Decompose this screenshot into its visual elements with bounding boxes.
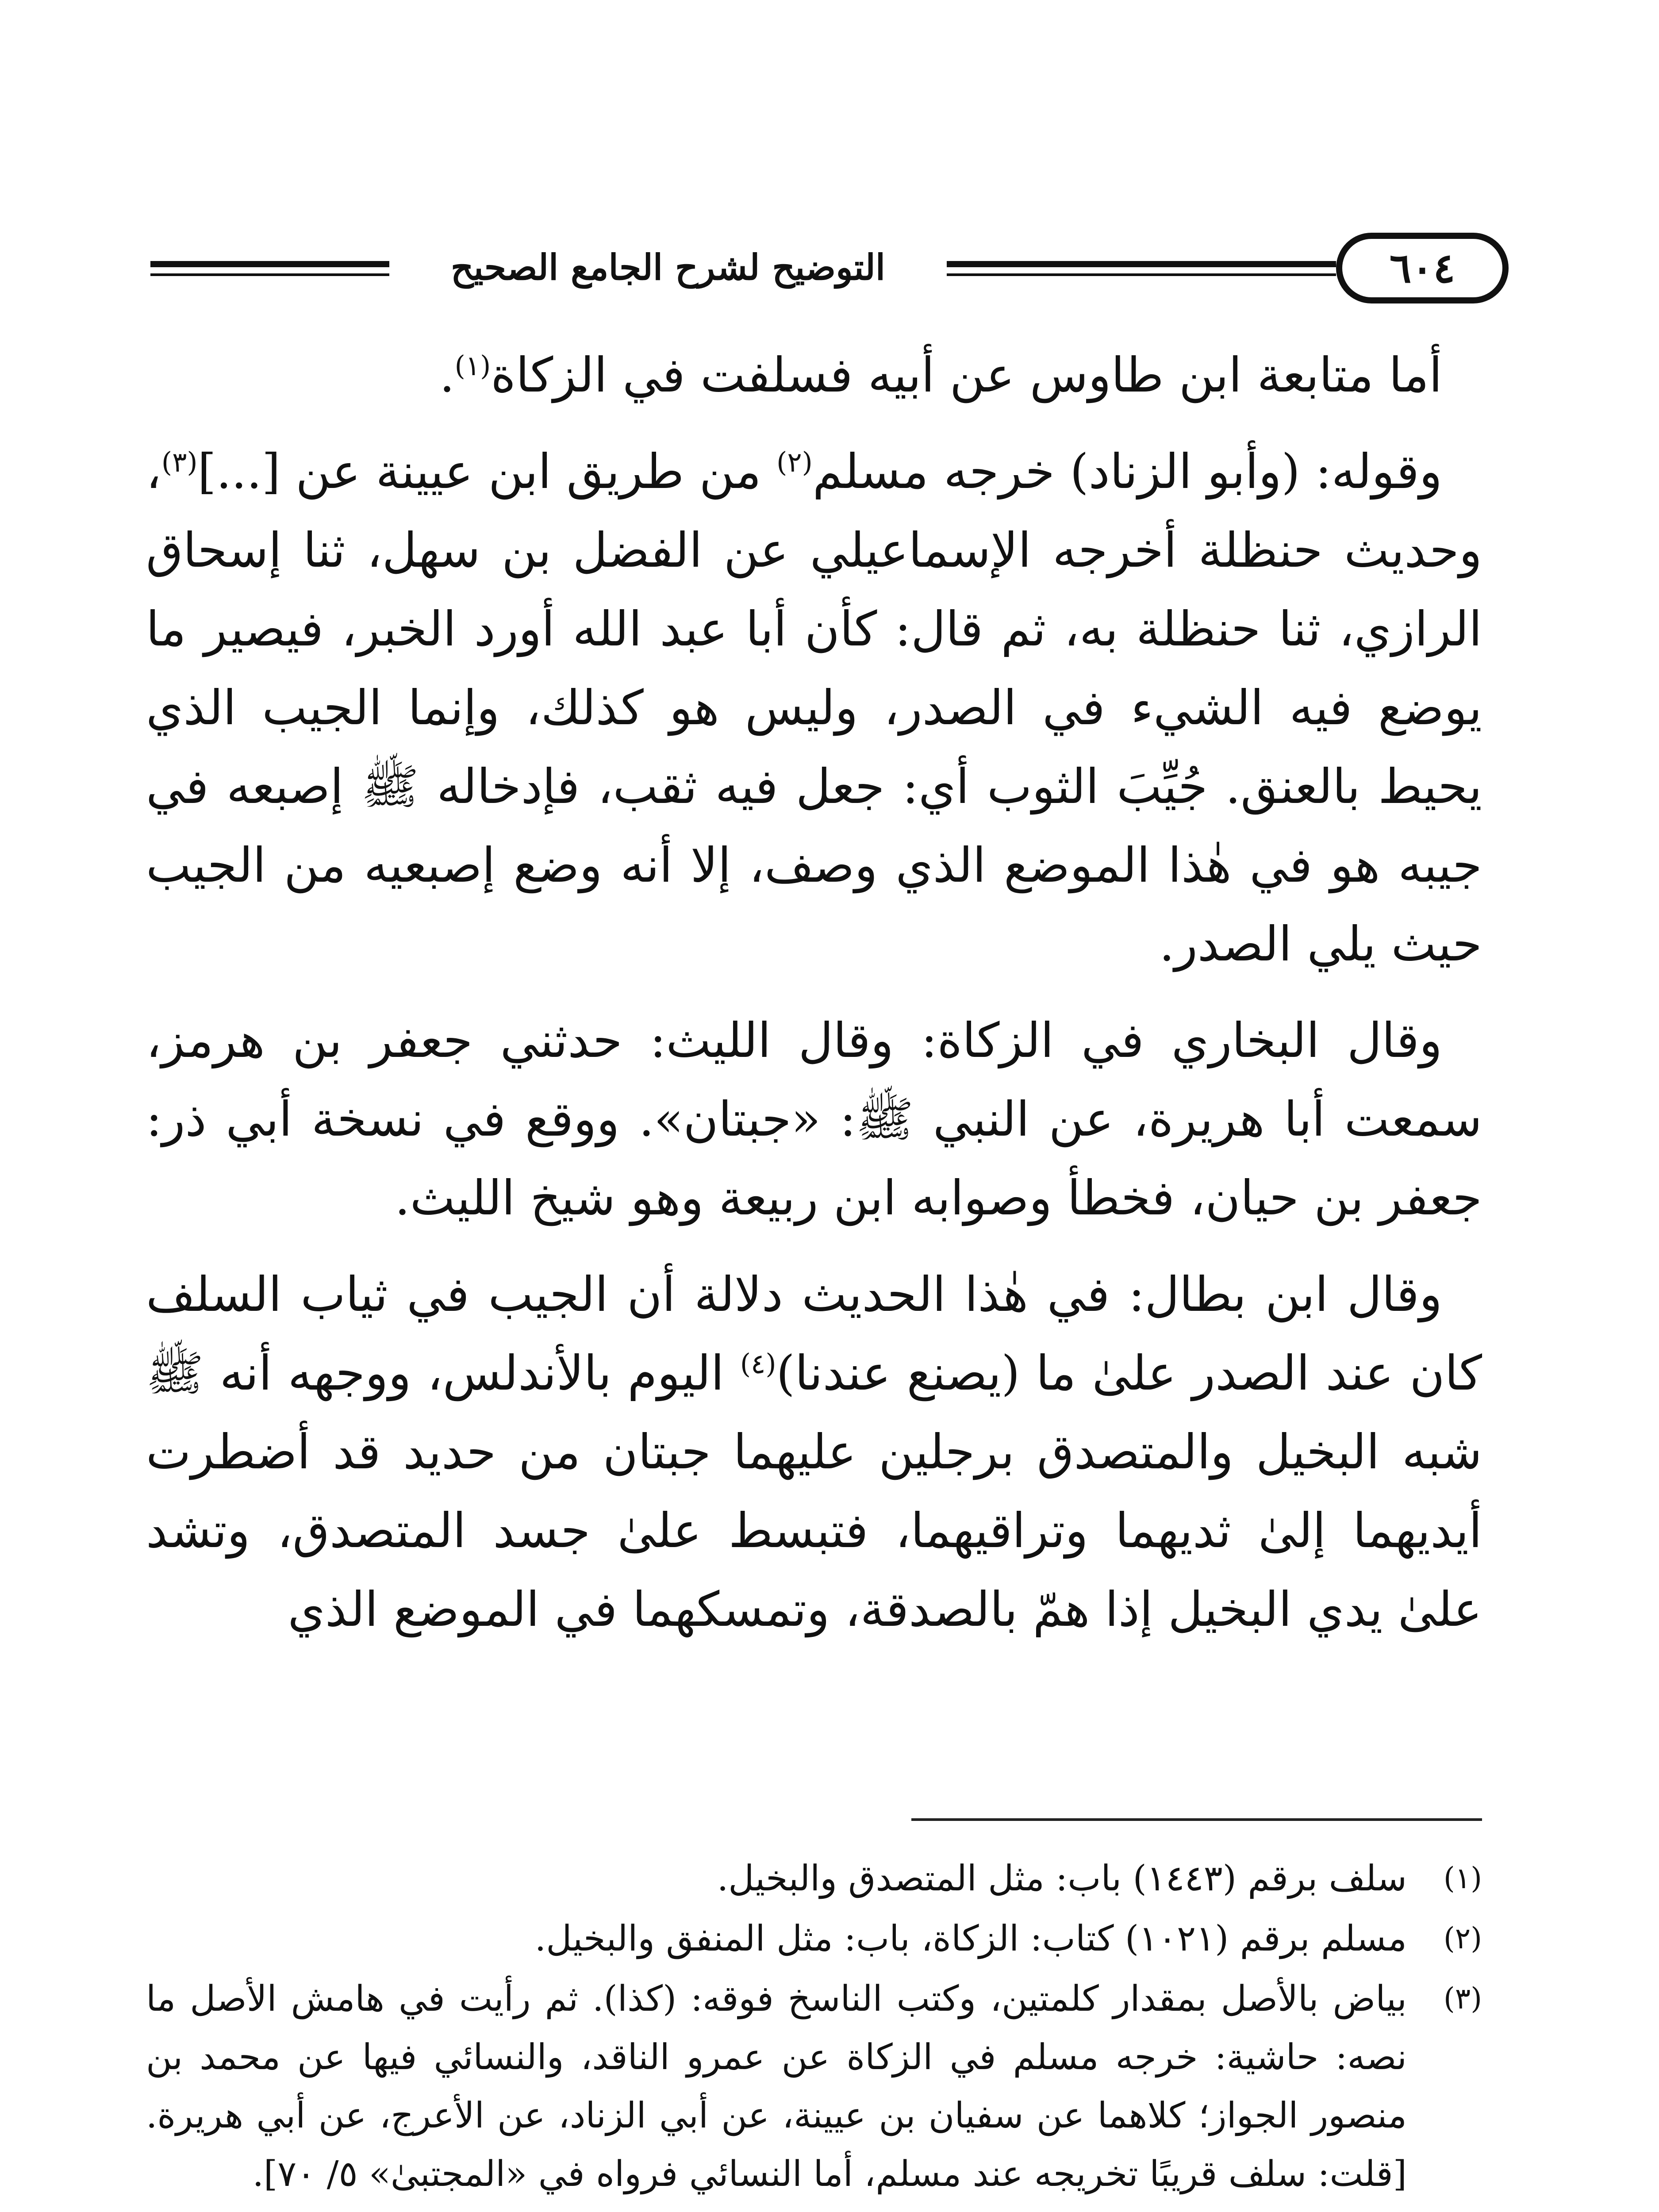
paragraph-2	[146, 433, 1482, 984]
header-rule-left-top	[150, 261, 389, 267]
paragraph-1	[146, 336, 1482, 415]
page-number: ٦٠٤	[1336, 233, 1509, 303]
paragraph-3: وقال البخاري في الزكاة: وقال الليث: حدثني جعفر بن هرمز، سمعت أبا هريرة، عن النبي ﷺ: «جبتان». ووقع في نسخة أبي ذر: جعفر بن حيان، فخطأ وصوابه ابن ربيعة وهو شيخ الليث.	[146, 1013, 1482, 1226]
footnote-text: بياض بالأصل بمقدار كلمتين، وكتب الناسخ فوقه: (كذا). ثم رأيت في هامش الأصل ما نصه: حاشية: خرجه مسلم في الزكاة عن عمرو الناقد، والنسائي فيها عن محمد بن منصور الجواز؛ كلاهما عن سفيان بن عيينة، عن أبي الزناد، عن الأعرج، عن أبي هريرة. [قلت: سلف قريبًا تخريجه عند مسلم، أما النسائي فرواه في «المجتبىٰ» ٥/ ٧٠].	[146, 1978, 1407, 2194]
header-rule-left-bottom	[150, 273, 389, 276]
footnote-text	[146, 2205, 1407, 2212]
footnote-ref-1: (١)	[454, 349, 491, 382]
footnote-number: (٢)	[1444, 1921, 1482, 1955]
header-rule-middle-top	[947, 261, 1336, 267]
footnotes	[146, 1849, 1482, 2212]
footnote-number: (١)	[1444, 1861, 1482, 1895]
footnote-item	[146, 1970, 1482, 2203]
footnote-item	[146, 1849, 1482, 1908]
footnote-ref-2: (٢)	[776, 446, 813, 478]
footnote-text: سلف برقم (١٤٤٣) باب: مثل المتصدق والبخيل.	[717, 1858, 1407, 1899]
footnote-number: (٣)	[1444, 1982, 1482, 2016]
footnote-item	[146, 1909, 1482, 1968]
paragraph-2-text-c: ، وحديث حنظلة أخرجه الإسماعيلي عن الفضل بن سهل، ثنا إسحاق الرازي، ثنا حنظلة به، ثم قال: كأن أبا عبد الله أورد الخبر، فيصير ما يوضع فيه الشيء في الصدر، وليس هو كذلك، وإنما الجيب الذي يحيط بالعنق. جُيِّبَ الثوب أي: جعل فيه ثقب، فإدخاله ﷺ إصبعه في جيبه هو في هٰذا الموضع الذي وصف، إلا أنه وضع إصبعيه من الجيب حيث يلي الصدر.	[146, 444, 1482, 972]
paragraph-2-text-b: من طريق ابن عيينة عن [...]	[197, 444, 777, 499]
paragraph-2-text-a: وقوله: (وأبو الزناد) خرجه مسلم	[812, 444, 1442, 499]
running-header	[133, 230, 1491, 310]
paragraph-4-text-b: اليوم بالأندلس، ووجهه أنه ﷺ شبه البخيل والمتصدق برجلين عليهما جبتان من حديد قد أضطرت أيديهما إلىٰ ثديهما وتراقيهما، فتبسط علىٰ جسد المتصدق، وتشد علىٰ يدي البخيل إذا همّ بالصدقة، وتمسكهما في الموضع الذي	[146, 1346, 1482, 1637]
footnote-separator	[911, 1818, 1482, 1821]
footnote-ref-3: (٣)	[161, 446, 198, 478]
main-text	[146, 336, 1482, 1667]
paragraph-4-text-a: وقال ابن بطال: في هٰذا الحديث دلالة أن الجيب في ثياب السلف كان عند الصدر علىٰ ما (يصنع عندنا)	[146, 1267, 1482, 1401]
footnote-number	[1407, 2205, 1482, 2212]
footnote-item	[146, 2205, 1482, 2212]
running-title: التوضيح لشرح الجامع الصحيح	[394, 241, 942, 294]
footnote-ref-4: (٤)	[740, 1348, 776, 1380]
footnote-text: مسلم برقم (١٠٢١) كتاب: الزكاة، باب: مثل المنفق والبخيل.	[534, 1918, 1407, 1959]
paragraph-1-end: .	[439, 348, 455, 403]
paragraph-1-text: أما متابعة ابن طاوس عن أبيه فسلفت في الزكاة	[491, 348, 1442, 403]
header-rule-middle-bottom	[947, 273, 1336, 276]
paragraph-4	[146, 1256, 1482, 1649]
